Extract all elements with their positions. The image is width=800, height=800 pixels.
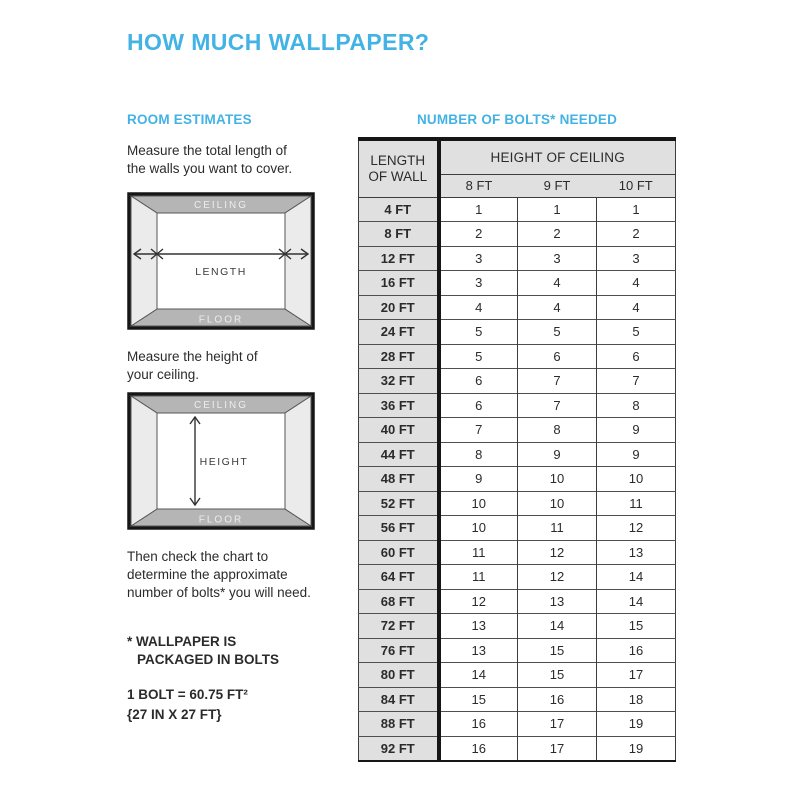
text-line: 1 BOLT = 60.75 FT² xyxy=(127,687,248,702)
bolt-size-info xyxy=(127,685,248,725)
bolt-count-cell: 4 xyxy=(518,295,597,320)
bolt-count-cell: 14 xyxy=(439,663,518,688)
text-line: your ceiling. xyxy=(127,367,200,382)
bolt-count-cell: 3 xyxy=(439,246,518,271)
column-header-10ft: 10 FT xyxy=(597,174,676,197)
header-line: OF WALL xyxy=(368,168,428,184)
table-row xyxy=(359,369,676,394)
length-of-wall-header xyxy=(359,139,439,197)
left-wall-panel xyxy=(131,396,157,526)
text-line: determine the approximate xyxy=(127,567,288,582)
wall-length-cell: 76 FT xyxy=(359,638,439,663)
bolt-count-cell: 14 xyxy=(597,589,676,614)
check-chart-text xyxy=(127,548,311,602)
table-row xyxy=(359,589,676,614)
back-wall-panel xyxy=(157,213,285,309)
text-line: Measure the height of xyxy=(127,349,258,364)
bolt-count-cell: 2 xyxy=(597,222,676,247)
table-row xyxy=(359,320,676,345)
bolt-count-cell: 12 xyxy=(518,540,597,565)
bolt-count-cell: 7 xyxy=(518,369,597,394)
wall-length-cell: 56 FT xyxy=(359,516,439,541)
wall-length-cell: 4 FT xyxy=(359,197,439,222)
bolt-count-cell: 11 xyxy=(439,540,518,565)
text-line: the walls you want to cover. xyxy=(127,161,293,176)
bolt-count-cell: 16 xyxy=(518,687,597,712)
bolt-count-cell: 7 xyxy=(439,418,518,443)
bolt-count-cell: 4 xyxy=(518,271,597,296)
bolt-count-cell: 6 xyxy=(439,369,518,394)
bolt-count-cell: 11 xyxy=(597,491,676,516)
bolt-count-cell: 14 xyxy=(597,565,676,590)
bolt-count-cell: 5 xyxy=(439,320,518,345)
measure-length-text xyxy=(127,142,292,178)
text-line: number of bolts* you will need. xyxy=(127,585,311,600)
table-row xyxy=(359,638,676,663)
room-height-diagram xyxy=(127,392,315,530)
bolt-count-cell: 1 xyxy=(518,197,597,222)
right-wall-panel xyxy=(285,196,311,326)
table-row xyxy=(359,246,676,271)
wall-length-cell: 24 FT xyxy=(359,320,439,345)
wall-length-cell: 80 FT xyxy=(359,663,439,688)
table-row xyxy=(359,393,676,418)
bolt-count-cell: 2 xyxy=(518,222,597,247)
bolt-count-cell: 14 xyxy=(518,614,597,639)
text-line: Measure the total length of xyxy=(127,143,287,158)
bolt-count-cell: 13 xyxy=(439,638,518,663)
text-line: Then check the chart to xyxy=(127,549,269,564)
bolt-count-cell: 9 xyxy=(597,442,676,467)
bolt-count-cell: 10 xyxy=(518,467,597,492)
bolts-table-body xyxy=(359,197,676,761)
length-dimension-label: LENGTH xyxy=(195,266,247,278)
wall-length-cell: 20 FT xyxy=(359,295,439,320)
bolt-count-cell: 16 xyxy=(439,736,518,761)
bolts-footnote xyxy=(127,633,279,669)
table-row xyxy=(359,418,676,443)
bolt-count-cell: 9 xyxy=(597,418,676,443)
bolt-count-cell: 15 xyxy=(597,614,676,639)
wall-length-cell: 8 FT xyxy=(359,222,439,247)
bolt-count-cell: 3 xyxy=(518,246,597,271)
bolt-count-cell: 19 xyxy=(597,712,676,737)
table-row xyxy=(359,712,676,737)
bolt-count-cell: 16 xyxy=(597,638,676,663)
header-line: LENGTH xyxy=(370,152,426,168)
bolt-count-cell: 8 xyxy=(439,442,518,467)
bolt-count-cell: 12 xyxy=(518,565,597,590)
bolts-table xyxy=(358,137,676,762)
height-of-ceiling-header: HEIGHT OF CEILING xyxy=(439,139,676,174)
bolt-count-cell: 4 xyxy=(439,295,518,320)
right-wall-panel xyxy=(285,396,311,526)
table-row xyxy=(359,344,676,369)
bolt-count-cell: 13 xyxy=(518,589,597,614)
table-row xyxy=(359,736,676,761)
measure-height-text xyxy=(127,348,258,384)
wall-length-cell: 88 FT xyxy=(359,712,439,737)
bolt-count-cell: 7 xyxy=(518,393,597,418)
bolt-count-cell: 18 xyxy=(597,687,676,712)
left-wall-panel xyxy=(131,196,157,326)
ceiling-label: CEILING xyxy=(193,200,249,211)
ceiling-label: CEILING xyxy=(193,400,249,411)
room-estimates-heading: ROOM ESTIMATES xyxy=(127,112,252,127)
bolt-count-cell: 7 xyxy=(597,369,676,394)
bolt-count-cell: 12 xyxy=(597,516,676,541)
bolt-count-cell: 3 xyxy=(439,271,518,296)
bolt-count-cell: 3 xyxy=(597,246,676,271)
bolt-count-cell: 12 xyxy=(439,589,518,614)
wall-length-cell: 16 FT xyxy=(359,271,439,296)
table-row xyxy=(359,540,676,565)
table-row xyxy=(359,197,676,222)
wall-length-cell: 84 FT xyxy=(359,687,439,712)
bolts-table-container xyxy=(358,137,676,762)
wall-length-cell: 40 FT xyxy=(359,418,439,443)
table-row xyxy=(359,491,676,516)
table-row xyxy=(359,442,676,467)
table-row xyxy=(359,516,676,541)
bolt-count-cell: 4 xyxy=(597,271,676,296)
wall-length-cell: 36 FT xyxy=(359,393,439,418)
table-row xyxy=(359,467,676,492)
table-row xyxy=(359,687,676,712)
text-line: {27 IN X 27 FT} xyxy=(127,707,222,722)
bolt-count-cell: 11 xyxy=(518,516,597,541)
bolt-count-cell: 1 xyxy=(439,197,518,222)
bolt-count-cell: 5 xyxy=(439,344,518,369)
column-header-8ft: 8 FT xyxy=(439,174,518,197)
wall-length-cell: 92 FT xyxy=(359,736,439,761)
bolt-count-cell: 2 xyxy=(439,222,518,247)
wall-length-cell: 52 FT xyxy=(359,491,439,516)
bolt-count-cell: 8 xyxy=(597,393,676,418)
text-line: PACKAGED IN BOLTS xyxy=(137,652,280,667)
table-row xyxy=(359,222,676,247)
bolt-count-cell: 15 xyxy=(518,663,597,688)
bolts-needed-heading: NUMBER OF BOLTS* NEEDED xyxy=(416,112,618,127)
text-line: * WALLPAPER IS xyxy=(127,634,237,649)
wall-length-cell: 12 FT xyxy=(359,246,439,271)
table-row xyxy=(359,614,676,639)
bolt-count-cell: 10 xyxy=(439,491,518,516)
wall-length-cell: 72 FT xyxy=(359,614,439,639)
bolt-count-cell: 5 xyxy=(597,320,676,345)
wall-length-cell: 44 FT xyxy=(359,442,439,467)
wall-length-cell: 60 FT xyxy=(359,540,439,565)
bolt-count-cell: 10 xyxy=(597,467,676,492)
bolt-count-cell: 5 xyxy=(518,320,597,345)
bolt-count-cell: 17 xyxy=(518,736,597,761)
bolt-count-cell: 10 xyxy=(518,491,597,516)
bolt-count-cell: 1 xyxy=(632,201,640,217)
floor-label: FLOOR xyxy=(198,514,244,526)
table-row xyxy=(359,565,676,590)
table-row xyxy=(359,295,676,320)
bolt-count-cell: 6 xyxy=(518,344,597,369)
bolt-count-cell: 9 xyxy=(439,467,518,492)
bolt-count-cell: 11 xyxy=(439,565,518,590)
bolt-count-cell: 9 xyxy=(518,442,597,467)
bolt-count-cell: 15 xyxy=(518,638,597,663)
table-row xyxy=(359,271,676,296)
bolt-count-cell: 8 xyxy=(518,418,597,443)
bolts-table-header xyxy=(359,139,676,197)
height-dimension-label: HEIGHT xyxy=(199,456,249,468)
wall-length-cell: 32 FT xyxy=(359,369,439,394)
column-header-9ft: 9 FT xyxy=(518,174,597,197)
table-row xyxy=(359,663,676,688)
wall-length-cell: 48 FT xyxy=(359,467,439,492)
floor-label: FLOOR xyxy=(198,314,244,326)
bolt-count-cell: 17 xyxy=(518,712,597,737)
page-title: HOW MUCH WALLPAPER? xyxy=(127,29,430,55)
bolt-count-cell: 16 xyxy=(439,712,518,737)
bolt-count-cell: 6 xyxy=(597,344,676,369)
wall-length-cell: 64 FT xyxy=(359,565,439,590)
bolt-count-cell: 6 xyxy=(439,393,518,418)
bolt-count-cell: 15 xyxy=(439,687,518,712)
wall-length-cell: 28 FT xyxy=(359,344,439,369)
bolt-count-cell: 17 xyxy=(597,663,676,688)
bolt-count-cell: 13 xyxy=(439,614,518,639)
room-length-diagram xyxy=(127,192,315,330)
bolt-count-cell: 10 xyxy=(439,516,518,541)
bolt-count-cell: 4 xyxy=(597,295,676,320)
bolt-count-cell: 13 xyxy=(597,540,676,565)
wall-length-cell: 68 FT xyxy=(359,589,439,614)
bolt-count-cell: 19 xyxy=(597,736,676,761)
